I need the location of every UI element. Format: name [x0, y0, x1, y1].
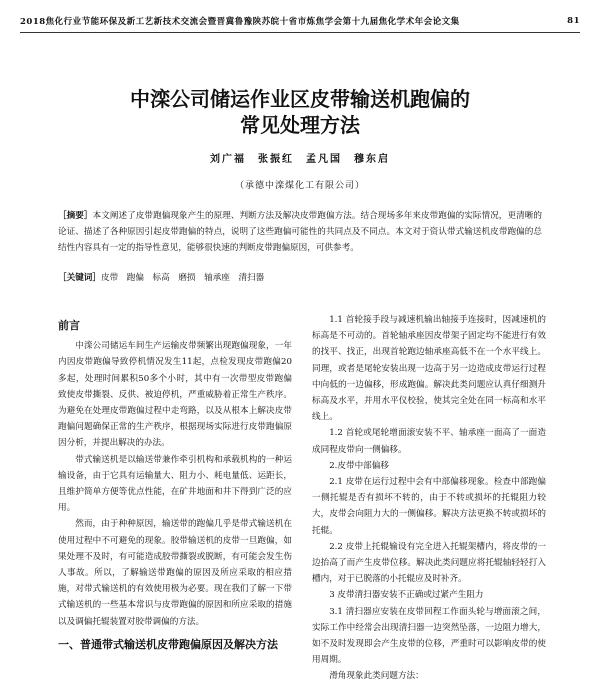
- paragraph: 带式输送机是以输送带兼作牵引机构和承载机构的一种运输设备，由于它具有运输量大、阻力小、耗电量低、运距长，且维护简单方便等优点性能，在矿井地面和井下得到广泛的应用。: [58, 454, 292, 514]
- paragraph: 1.2 首轮或尾轮增面滚安装不平、轴承座一面高了一面造成同程皮带向一侧偏移。: [312, 428, 546, 455]
- page-number: 81: [567, 16, 580, 26]
- section-heading-intro: 前言: [58, 319, 80, 332]
- paper-title: [0, 86, 600, 138]
- title-line-2: 常见处理方法: [240, 113, 360, 137]
- title-line-1: 中滦公司储运作业区皮带输送机跑偏的: [130, 87, 470, 111]
- running-header: [20, 10, 580, 33]
- left-column: [58, 318, 292, 654]
- paragraph: 2.1 皮带在运行过程中会有中部偏移现象。检查中部跑偏一侧托辊是否有损坏不转的，由于不转或损坏的托辊阻力较大，皮带会向阻力大的一侧偏移。解决方法更换不转或损坏的托辊。: [312, 477, 546, 536]
- paragraph: 1.1 首轮接手段与减速机输出轴接手连接时，因减速机的标高是不可动的。首轮轴承座因皮带架子固定均不能进行有效的找平、找正，出现首轮跑边轴承座高低不在一个水平线上。同理，或者是尾轮安装出现一边高于另一边造成皮带运行过程中向低的一边偏移，形成跑偏。解决此类问题应认真仔细测升标高及水平，并用水平仪校验，使其完全处在同一标高和水平线上。: [312, 315, 546, 423]
- abstract-text: 本文阐述了皮带跑偏现象产生的原理、判断方法及解决皮带跑偏方法。结合现场多年来皮带跑偏的实际情况，更清晰的论证、描述了各种原因引起皮带跑偏的特点，说明了这些跑偏可能性的共同点及不同点。本文对于资认带式输送机皮带跑偏的总结性内容具有一定的指导性意见，能够很快速的判断皮带跑偏原因，可供参考。: [58, 211, 542, 253]
- subheading: 3 皮带清扫器安装不正确或过紧产生阻力: [329, 590, 484, 601]
- abstract-label: ［摘要］: [58, 211, 93, 221]
- authors: 刘广福 张振红 孟凡国 穆东启: [210, 154, 390, 165]
- section-heading-1: 一、普通带式输送机皮带跑偏原因及解决方法: [58, 637, 278, 651]
- subheading: 2.皮带中部偏移: [329, 460, 389, 471]
- affiliation: （承德中滦煤化工有限公司）: [234, 181, 365, 191]
- paragraph: 3.1 清扫器应安装在皮带回程工作面头轮与增面滚之间，实际工作中经常会出现清扫器一边突然坠落，一边阻力增大，如不及时发现即会产生皮带的位移，严重时可以影响皮带的使用周期。: [312, 606, 546, 666]
- paragraph: 2.2 皮带上托辊输设有完全进入托辊架槽内，将皮带的一边抬高了而产生皮带位移。解决此类问题应将托辊轴轻轻打入槽内，对于已脱落的小托辊应及时补齐。: [312, 541, 546, 585]
- keywords-text: 皮带 跑偏 标高 磨损 轴承座 清扫器: [100, 273, 265, 283]
- paragraph: 中滦公司储运车间生产运输皮带频繁出现跑偏现象，一年内因皮带跑偏导致停机情况发生11起，点检发现皮带跑偏20多起，处理时间累积50多个小时，其中有一次带型皮带跑偏致使皮带撕裂、反供、被迫停机，严重威胁着正常生产秩序。为避免在处理皮带跑偏过程中走弯路，以及从根本上解决皮带跑偏问题确保正常的生产秩序，根据现场实际进行皮带跑偏原因分析，并提出解决的办法。: [58, 341, 292, 449]
- paragraph: 然而，由于种种原因，输送带的跑偏几乎是带式输送机在使用过程中不可避免的现象。胶带输送机的皮带一旦跑偏，如果处理不及时，有可能造成胶带撕裂或脱断，有可能会发生伤人事故。所以，了解输送带跑偏的原因及所应采取的相应措施，对带式输送机的有效使用极为必要。现在我们了解一下带式输送机的一些基本常识与皮带跑偏的原因和所应采取的措施以及调偏托辊装置对胶带调偏的方法。: [58, 519, 292, 627]
- abstract: [58, 208, 542, 256]
- keywords: [58, 270, 542, 286]
- header-text: 2018焦化行业节能环保及新工艺新技术交流会暨晋冀鲁豫陕苏皖十省市炼焦学会第十九届焦化学术年会论文集: [20, 17, 460, 27]
- right-column: [312, 312, 546, 685]
- keywords-label: ［关键词］: [58, 273, 101, 283]
- paragraph: 滑角现象此类问题方法：: [329, 671, 424, 682]
